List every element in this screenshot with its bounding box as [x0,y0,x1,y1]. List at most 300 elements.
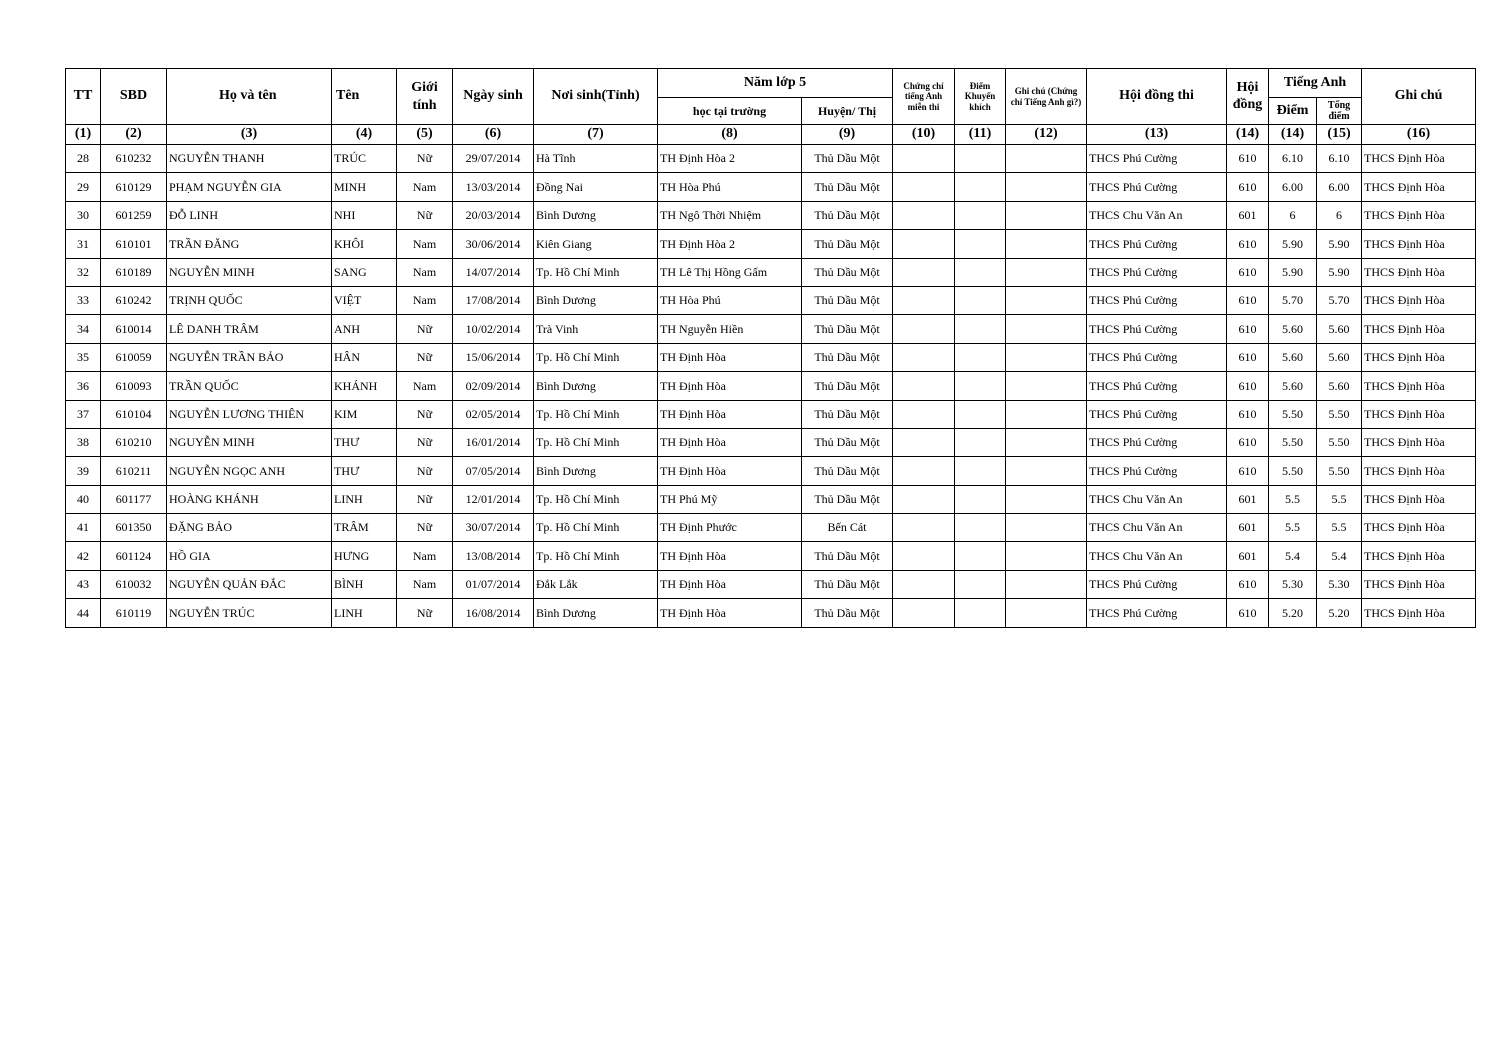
cell-gioi-tinh: Nữ [397,599,453,627]
cell-ten: KHÔI [332,230,397,258]
cell-gioi-tinh: Nam [397,286,453,314]
cell-hoi-dong-thi: THCS Phú Cường [1087,457,1227,485]
cell-ghi-chu-chung-chi [1006,343,1087,371]
cell-diem: 5.5 [1269,514,1317,542]
cell-diem: 6 [1269,201,1317,229]
cell-chung-chi [893,258,955,286]
cell-hoi-dong-thi: THCS Phú Cường [1087,258,1227,286]
cell-ten: THƯ [332,457,397,485]
header-chung-chi: Chứng chỉ tiếng Anh miễn thi [893,69,955,125]
cell-ghi-chu: THCS Định Hòa [1362,315,1476,343]
cell-diem: 5.60 [1269,315,1317,343]
column-number: (2) [101,125,167,145]
cell-ngay-sinh: 15/06/2014 [453,343,534,371]
table-row [66,173,1476,201]
cell-ten: LINH [332,599,397,627]
cell-diem: 5.50 [1269,428,1317,456]
cell-ghi-chu: THCS Định Hòa [1362,343,1476,371]
cell-ho-va-ten: PHẠM NGUYỄN GIA [167,173,332,201]
cell-hoi-dong: 610 [1227,258,1269,286]
cell-hoi-dong-thi: THCS Phú Cường [1087,372,1227,400]
cell-huyen: Thủ Dầu Một [802,201,893,229]
cell-tong-diem: 6 [1317,201,1362,229]
header-diem: Điểm [1269,98,1317,125]
column-number: (16) [1362,125,1476,145]
cell-gioi-tinh: Nam [397,173,453,201]
cell-tt: 29 [66,173,101,201]
cell-ghi-chu-chung-chi [1006,230,1087,258]
cell-sbd: 610189 [101,258,167,286]
cell-chung-chi [893,542,955,570]
cell-diem-khuyen-khich [955,258,1006,286]
cell-truong: TH Lê Thị Hồng Gấm [658,258,802,286]
cell-ghi-chu-chung-chi [1006,599,1087,627]
cell-tt: 30 [66,201,101,229]
table-row [66,514,1476,542]
cell-noi-sinh: Tp. Hồ Chí Minh [534,514,658,542]
cell-hoi-dong-thi: THCS Phú Cường [1087,286,1227,314]
column-number: (13) [1087,125,1227,145]
cell-hoi-dong-thi: THCS Phú Cường [1087,343,1227,371]
cell-sbd: 610032 [101,570,167,598]
cell-diem-khuyen-khich [955,400,1006,428]
cell-noi-sinh: Trà Vinh [534,315,658,343]
cell-ghi-chu: THCS Định Hòa [1362,514,1476,542]
cell-ten: ANH [332,315,397,343]
cell-sbd: 601124 [101,542,167,570]
cell-hoi-dong: 610 [1227,372,1269,400]
cell-truong: TH Định Phước [658,514,802,542]
cell-ten: MINH [332,173,397,201]
cell-tong-diem: 5.90 [1317,258,1362,286]
cell-gioi-tinh: Nữ [397,428,453,456]
cell-ghi-chu: THCS Định Hòa [1362,457,1476,485]
table-row [66,400,1476,428]
column-number-row [66,125,1476,145]
cell-hoi-dong-thi: THCS Phú Cường [1087,173,1227,201]
cell-ngay-sinh: 30/06/2014 [453,230,534,258]
cell-gioi-tinh: Nữ [397,343,453,371]
cell-ho-va-ten: TRẦN ĐĂNG [167,230,332,258]
cell-chung-chi [893,230,955,258]
cell-ngay-sinh: 07/05/2014 [453,457,534,485]
cell-huyen: Thủ Dầu Một [802,457,893,485]
cell-noi-sinh: Bình Dương [534,201,658,229]
cell-ho-va-ten: NGUYỄN MINH [167,428,332,456]
cell-diem-khuyen-khich [955,599,1006,627]
cell-chung-chi [893,400,955,428]
cell-ghi-chu: THCS Định Hòa [1362,570,1476,598]
cell-ten: HÂN [332,343,397,371]
header-gioi-tinh: Giới tính [397,69,453,125]
cell-gioi-tinh: Nam [397,570,453,598]
cell-huyen: Thủ Dầu Một [802,173,893,201]
cell-gioi-tinh: Nam [397,230,453,258]
cell-ghi-chu-chung-chi [1006,428,1087,456]
cell-ten: LINH [332,485,397,513]
cell-ghi-chu-chung-chi [1006,570,1087,598]
column-number: (6) [453,125,534,145]
cell-hoi-dong: 610 [1227,428,1269,456]
cell-diem-khuyen-khich [955,542,1006,570]
cell-noi-sinh: Tp. Hồ Chí Minh [534,400,658,428]
cell-ghi-chu-chung-chi [1006,400,1087,428]
header-ghi-chu-chung-chi: Ghi chú (Chứng chỉ Tiếng Anh gì?) [1006,69,1087,125]
cell-diem: 5.30 [1269,570,1317,598]
cell-truong: TH Định Hòa [658,542,802,570]
cell-tong-diem: 5.50 [1317,400,1362,428]
cell-ghi-chu: THCS Định Hòa [1362,201,1476,229]
cell-ghi-chu-chung-chi [1006,173,1087,201]
header-ghi-chu: Ghi chú [1362,69,1476,125]
cell-diem-khuyen-khich [955,428,1006,456]
cell-gioi-tinh: Nữ [397,514,453,542]
cell-diem-khuyen-khich [955,315,1006,343]
cell-chung-chi [893,599,955,627]
cell-ho-va-ten: TRỊNH QUỐC [167,286,332,314]
table-row [66,145,1476,173]
cell-noi-sinh: Bình Dương [534,599,658,627]
cell-diem-khuyen-khich [955,457,1006,485]
cell-diem: 5.50 [1269,457,1317,485]
cell-hoi-dong: 610 [1227,343,1269,371]
table-row [66,315,1476,343]
cell-diem: 5.60 [1269,343,1317,371]
cell-ngay-sinh: 02/05/2014 [453,400,534,428]
cell-diem-khuyen-khich [955,286,1006,314]
cell-sbd: 610210 [101,428,167,456]
cell-ten: VIỆT [332,286,397,314]
cell-sbd: 610104 [101,400,167,428]
cell-gioi-tinh: Nam [397,542,453,570]
cell-gioi-tinh: Nữ [397,485,453,513]
cell-tong-diem: 5.70 [1317,286,1362,314]
cell-ghi-chu: THCS Định Hòa [1362,173,1476,201]
header-ho-va-ten: Họ và tên [167,69,332,125]
cell-tt: 31 [66,230,101,258]
table-row [66,286,1476,314]
header-tt: TT [66,69,101,125]
cell-tong-diem: 5.50 [1317,457,1362,485]
cell-ngay-sinh: 30/07/2014 [453,514,534,542]
cell-noi-sinh: Đắk Lắk [534,570,658,598]
cell-noi-sinh: Hà Tĩnh [534,145,658,173]
cell-chung-chi [893,145,955,173]
cell-ngay-sinh: 16/08/2014 [453,599,534,627]
cell-ho-va-ten: NGUYỄN LƯƠNG THIÊN [167,400,332,428]
cell-diem: 5.60 [1269,372,1317,400]
cell-diem-khuyen-khich [955,230,1006,258]
cell-hoi-dong: 601 [1227,542,1269,570]
cell-ho-va-ten: NGUYỄN QUẢN ĐẮC [167,570,332,598]
cell-tt: 32 [66,258,101,286]
cell-sbd: 601177 [101,485,167,513]
cell-huyen: Thủ Dầu Một [802,258,893,286]
cell-truong: TH Định Hòa [658,428,802,456]
column-number: (5) [397,125,453,145]
cell-ghi-chu: THCS Định Hòa [1362,230,1476,258]
cell-tong-diem: 6.10 [1317,145,1362,173]
cell-tong-diem: 5.4 [1317,542,1362,570]
cell-ngay-sinh: 14/07/2014 [453,258,534,286]
table-header [66,69,1476,145]
cell-ten: KHÁNH [332,372,397,400]
cell-huyen: Thủ Dầu Một [802,485,893,513]
cell-ten: NHI [332,201,397,229]
cell-noi-sinh: Bình Dương [534,457,658,485]
cell-sbd: 610014 [101,315,167,343]
cell-huyen: Bến Cát [802,514,893,542]
cell-tt: 33 [66,286,101,314]
cell-sbd: 610119 [101,599,167,627]
cell-tong-diem: 5.60 [1317,343,1362,371]
cell-diem-khuyen-khich [955,145,1006,173]
cell-gioi-tinh: Nam [397,258,453,286]
cell-huyen: Thủ Dầu Một [802,428,893,456]
column-number: (12) [1006,125,1087,145]
cell-ten: SANG [332,258,397,286]
cell-huyen: Thủ Dầu Một [802,542,893,570]
cell-hoi-dong: 601 [1227,514,1269,542]
cell-ghi-chu-chung-chi [1006,201,1087,229]
cell-truong: TH Định Hòa [658,570,802,598]
cell-huyen: Thủ Dầu Một [802,315,893,343]
cell-ho-va-ten: NGUYỄN THANH [167,145,332,173]
cell-ghi-chu-chung-chi [1006,485,1087,513]
cell-sbd: 610093 [101,372,167,400]
cell-diem: 6.10 [1269,145,1317,173]
cell-tt: 35 [66,343,101,371]
cell-noi-sinh: Tp. Hồ Chí Minh [534,542,658,570]
cell-ngay-sinh: 16/01/2014 [453,428,534,456]
cell-tt: 34 [66,315,101,343]
cell-diem-khuyen-khich [955,372,1006,400]
cell-ho-va-ten: NGUYỄN TRẦN BẢO [167,343,332,371]
cell-hoi-dong: 610 [1227,173,1269,201]
cell-huyen: Thủ Dầu Một [802,343,893,371]
cell-ngay-sinh: 13/08/2014 [453,542,534,570]
cell-chung-chi [893,485,955,513]
cell-chung-chi [893,201,955,229]
cell-tt: 28 [66,145,101,173]
cell-chung-chi [893,343,955,371]
cell-tt: 41 [66,514,101,542]
cell-ghi-chu: THCS Định Hòa [1362,428,1476,456]
header-tong-diem: Tổng điểm [1317,98,1362,125]
table-row [66,599,1476,627]
cell-diem: 5.90 [1269,258,1317,286]
table-row [66,258,1476,286]
cell-truong: TH Phú Mỹ [658,485,802,513]
cell-ghi-chu: THCS Định Hòa [1362,400,1476,428]
header-diem-khuyen-khich: Điểm Khuyến khích [955,69,1006,125]
cell-ho-va-ten: HỒ GIA [167,542,332,570]
cell-ngay-sinh: 13/03/2014 [453,173,534,201]
cell-tong-diem: 5.30 [1317,570,1362,598]
table-row [66,428,1476,456]
cell-ghi-chu-chung-chi [1006,145,1087,173]
cell-ngay-sinh: 20/03/2014 [453,201,534,229]
cell-chung-chi [893,428,955,456]
column-number: (4) [332,125,397,145]
cell-ho-va-ten: HOÀNG KHÁNH [167,485,332,513]
cell-ho-va-ten: ĐẶNG BẢO [167,514,332,542]
cell-chung-chi [893,286,955,314]
cell-truong: TH Ngô Thời Nhiệm [658,201,802,229]
column-number: (9) [802,125,893,145]
cell-diem: 5.5 [1269,485,1317,513]
table-row [66,570,1476,598]
column-number: (3) [167,125,332,145]
cell-chung-chi [893,173,955,201]
cell-ngay-sinh: 12/01/2014 [453,485,534,513]
cell-ghi-chu-chung-chi [1006,258,1087,286]
cell-hoi-dong: 610 [1227,599,1269,627]
cell-ten: THƯ [332,428,397,456]
column-number: (14) [1269,125,1317,145]
cell-hoi-dong: 610 [1227,286,1269,314]
cell-hoi-dong: 610 [1227,315,1269,343]
cell-hoi-dong: 610 [1227,570,1269,598]
cell-noi-sinh: Bình Dương [534,372,658,400]
cell-sbd: 610059 [101,343,167,371]
cell-tong-diem: 5.20 [1317,599,1362,627]
cell-diem: 5.70 [1269,286,1317,314]
cell-diem-khuyen-khich [955,485,1006,513]
column-number: (8) [658,125,802,145]
cell-huyen: Thủ Dầu Một [802,230,893,258]
cell-huyen: Thủ Dầu Một [802,145,893,173]
cell-hoi-dong-thi: THCS Chu Văn An [1087,201,1227,229]
cell-sbd: 610242 [101,286,167,314]
cell-sbd: 610129 [101,173,167,201]
cell-ghi-chu-chung-chi [1006,542,1087,570]
cell-ghi-chu: THCS Định Hòa [1362,599,1476,627]
cell-truong: TH Hòa Phú [658,286,802,314]
cell-tt: 38 [66,428,101,456]
cell-noi-sinh: Tp. Hồ Chí Minh [534,485,658,513]
table-row [66,485,1476,513]
cell-ngay-sinh: 01/07/2014 [453,570,534,598]
table-row [66,343,1476,371]
header-hoi-dong: Hội đồng [1227,69,1269,125]
column-number: (1) [66,125,101,145]
cell-tt: 37 [66,400,101,428]
header-noi-sinh: Nơi sinh(Tỉnh) [534,69,658,125]
cell-huyen: Thủ Dầu Một [802,286,893,314]
header-huyen-thi: Huyện/ Thị [802,98,893,125]
cell-huyen: Thủ Dầu Một [802,400,893,428]
table-row [66,372,1476,400]
cell-tong-diem: 5.50 [1317,428,1362,456]
cell-hoi-dong: 610 [1227,400,1269,428]
cell-chung-chi [893,457,955,485]
cell-noi-sinh: Kiên Giang [534,230,658,258]
cell-tt: 36 [66,372,101,400]
cell-hoi-dong-thi: THCS Phú Cường [1087,400,1227,428]
header-tieng-anh: Tiếng Anh [1269,69,1362,98]
cell-truong: TH Định Hòa [658,400,802,428]
column-number: (15) [1317,125,1362,145]
cell-gioi-tinh: Nữ [397,315,453,343]
cell-ghi-chu: THCS Định Hòa [1362,145,1476,173]
cell-hoi-dong-thi: THCS Chu Văn An [1087,514,1227,542]
cell-gioi-tinh: Nam [397,372,453,400]
cell-diem-khuyen-khich [955,570,1006,598]
cell-ngay-sinh: 29/07/2014 [453,145,534,173]
cell-ghi-chu: THCS Định Hòa [1362,542,1476,570]
cell-tong-diem: 6.00 [1317,173,1362,201]
cell-ghi-chu-chung-chi [1006,286,1087,314]
cell-hoi-dong-thi: THCS Phú Cường [1087,145,1227,173]
cell-ghi-chu-chung-chi [1006,372,1087,400]
cell-hoi-dong-thi: THCS Phú Cường [1087,570,1227,598]
header-ngay-sinh: Ngày sinh [453,69,534,125]
cell-gioi-tinh: Nữ [397,400,453,428]
cell-hoi-dong: 610 [1227,230,1269,258]
cell-hoi-dong-thi: THCS Phú Cường [1087,230,1227,258]
column-number: (14) [1227,125,1269,145]
cell-gioi-tinh: Nữ [397,201,453,229]
cell-hoi-dong-thi: THCS Phú Cường [1087,428,1227,456]
cell-tong-diem: 5.60 [1317,315,1362,343]
cell-chung-chi [893,315,955,343]
cell-ho-va-ten: TRẦN QUỐC [167,372,332,400]
cell-diem-khuyen-khich [955,343,1006,371]
cell-diem: 6.00 [1269,173,1317,201]
cell-tt: 39 [66,457,101,485]
cell-hoi-dong: 610 [1227,145,1269,173]
cell-huyen: Thủ Dầu Một [802,372,893,400]
cell-tt: 43 [66,570,101,598]
table-row [66,457,1476,485]
cell-ngay-sinh: 02/09/2014 [453,372,534,400]
cell-ho-va-ten: NGUYỄN TRÚC [167,599,332,627]
header-hoi-dong-thi: Hội đồng thi [1087,69,1227,125]
cell-hoi-dong: 610 [1227,457,1269,485]
cell-truong: TH Định Hòa 2 [658,230,802,258]
cell-diem: 5.20 [1269,599,1317,627]
cell-ho-va-ten: NGUYỄN MINH [167,258,332,286]
header-ten: Tên [332,69,397,125]
cell-ho-va-ten: LÊ DANH TRÂM [167,315,332,343]
cell-noi-sinh: Đồng Nai [534,173,658,201]
cell-ten: KIM [332,400,397,428]
cell-hoi-dong-thi: THCS Chu Văn An [1087,485,1227,513]
cell-truong: TH Định Hòa [658,372,802,400]
cell-chung-chi [893,372,955,400]
cell-ho-va-ten: ĐỖ LINH [167,201,332,229]
cell-ghi-chu-chung-chi [1006,514,1087,542]
cell-ten: HƯNG [332,542,397,570]
cell-diem-khuyen-khich [955,201,1006,229]
column-number: (11) [955,125,1006,145]
cell-hoi-dong-thi: THCS Chu Văn An [1087,542,1227,570]
table-row [66,542,1476,570]
header-sbd: SBD [101,69,167,125]
cell-chung-chi [893,570,955,598]
cell-ngay-sinh: 17/08/2014 [453,286,534,314]
cell-diem: 5.4 [1269,542,1317,570]
results-table [65,68,1476,628]
cell-truong: TH Nguyễn Hiền [658,315,802,343]
cell-truong: TH Hòa Phú [658,173,802,201]
table-row [66,230,1476,258]
cell-truong: TH Định Hòa 2 [658,145,802,173]
cell-sbd: 610232 [101,145,167,173]
cell-tt: 40 [66,485,101,513]
cell-ghi-chu-chung-chi [1006,315,1087,343]
